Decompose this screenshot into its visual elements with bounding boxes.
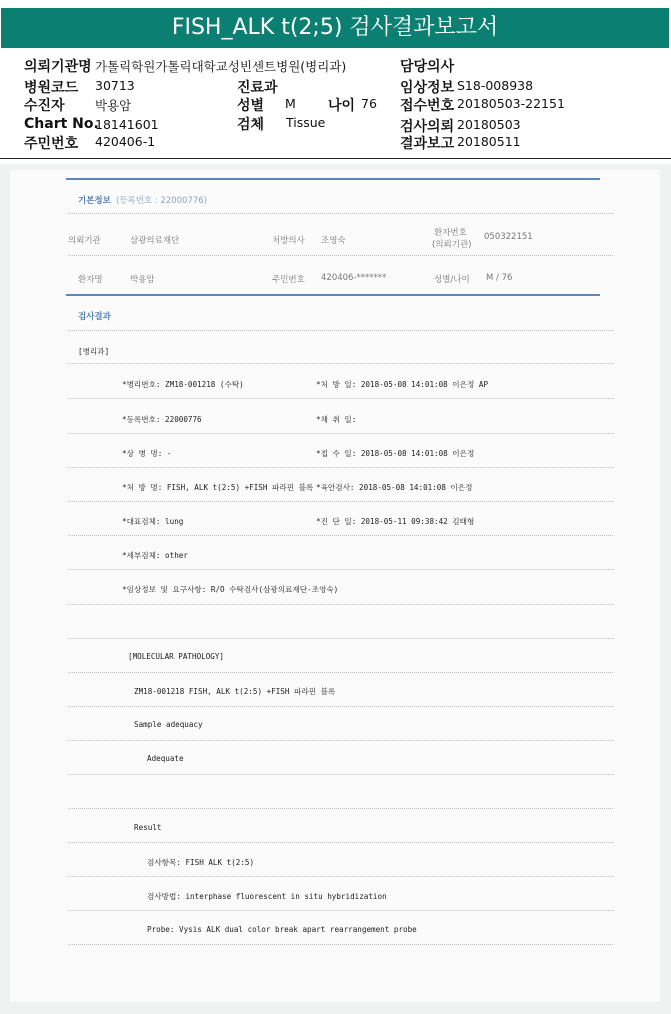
divider: [68, 842, 613, 843]
receipt-no-value: 20180503-22151: [457, 96, 565, 111]
patient-name-label: 환자명: [78, 275, 103, 285]
receipt-date: *접 수 일: 2018-05-08 14:01:08 이은정: [316, 449, 475, 458]
patient-label: 수진자: [24, 98, 65, 114]
result-label: Result: [134, 823, 162, 832]
prescription-name: *처 방 명: FISH, ALK t(2:5) +FISH 파라핀 블록: [122, 483, 314, 492]
result-report-value: 20180511: [457, 134, 521, 149]
path-number: *병리번호: ZM18-001218 (수탁): [122, 380, 244, 389]
patient-no-label: 환자번호: [434, 228, 467, 238]
scanned-report: [0, 164, 671, 1014]
representative-specimen: *대표검체: lung: [122, 517, 184, 526]
dept-tag: [병리과]: [78, 347, 110, 356]
divider: [68, 535, 613, 536]
ref-inst-label: 의뢰기관명: [24, 59, 92, 75]
divider: [68, 363, 613, 364]
divider: [68, 569, 613, 570]
divider: [68, 910, 613, 911]
patient-value: 박용암: [95, 98, 132, 113]
divider: [68, 808, 613, 809]
doctor-label: 담당의사: [400, 59, 455, 75]
ref-inst-label: 의뢰기관: [68, 236, 101, 246]
hosp-code-label: 병원코드: [24, 80, 79, 96]
divider: [68, 213, 613, 214]
receipt-no-label: 접수번호: [400, 98, 455, 114]
sex-value: M: [285, 96, 296, 111]
ref-inst-value: 삼광의료재단: [130, 236, 180, 246]
diagnosis-date: *진 단 일: 2018-05-11 09:38:42 김태형: [316, 517, 475, 526]
result-report-label: 결과보고: [400, 136, 455, 152]
divider: [68, 774, 613, 775]
collection-date: *채 취 일:: [316, 415, 357, 424]
divider: [68, 330, 613, 331]
clinic-info-label: 임상정보: [400, 80, 455, 96]
divider: [68, 604, 613, 605]
prescription-date: *처 방 일: 2018-05-08 14:01:08 이은정 AP: [316, 380, 489, 389]
divider: [68, 433, 613, 434]
result-title: 검사결과: [78, 312, 111, 322]
ref-inst-value: 가톨릭학원가톨릭대학교성빈센트병원(병리과): [95, 59, 347, 74]
rrn-value: 420406-*******: [321, 273, 387, 283]
age-value: 76: [361, 96, 377, 111]
presc-doctor-label: 처방의사: [272, 236, 305, 246]
disease-name: *상 병 명: -: [122, 449, 172, 458]
hosp-code-value: 30713: [95, 78, 135, 93]
report-title: FISH_ALK t(2;5) 검사결과보고서: [1, 8, 669, 48]
specimen-label: 검체: [237, 117, 265, 133]
molecular-test-line: ZM18-001218 FISH, ALK t(2:5) +FISH 파라핀 블록: [134, 687, 336, 696]
presc-doctor-value: 조영숙: [321, 236, 346, 246]
clinic-info-value: S18-008938: [457, 78, 534, 93]
chart-no-value: 18141601: [95, 117, 159, 132]
patient-no-value: 050322151: [484, 232, 533, 242]
divider: [68, 706, 613, 707]
reg-number-note: (등록번호 : 22000776): [116, 196, 208, 206]
divider: [68, 255, 613, 256]
gross-exam: *육안검사: 2018-05-08 14:01:08 이은정: [316, 483, 473, 492]
test-method: 검사방법: interphase fluorescent in situ hybridization: [147, 892, 387, 901]
rrn-value: 420406-1: [95, 134, 156, 149]
divider: [68, 398, 613, 399]
divider: [68, 740, 613, 741]
sub-specimen: *세부검체: other: [122, 551, 188, 560]
divider: [68, 672, 613, 673]
clinical-info: *임상정보 및 요구사항: R/O 수탁검사(삼광의료재단-조영숙): [122, 585, 339, 594]
test-request-value: 20180503: [457, 117, 521, 132]
basic-info-title: 기본정보: [78, 196, 111, 206]
sample-adequacy-label: Sample adequacy: [134, 720, 203, 729]
header-divider: [0, 158, 671, 159]
sex-age-value: M / 76: [486, 273, 513, 283]
sex-label: 성별: [237, 98, 265, 114]
scanned-page: [10, 170, 660, 1002]
chart-no-label: Chart No.: [24, 116, 99, 132]
patient-no-sublabel: (의뢰기관): [432, 240, 472, 250]
rrn-label: 주민번호: [24, 136, 79, 152]
test-request-label: 검사의뢰: [400, 119, 455, 135]
age-label: 나이: [328, 98, 356, 114]
molecular-pathology-tag: [MOLECULAR PATHOLOGY]: [128, 652, 225, 661]
divider: [68, 944, 613, 945]
divider: [68, 876, 613, 877]
divider: [68, 638, 613, 639]
adequacy-value: Adequate: [147, 754, 184, 763]
test-item: 검사항목: FISH ALK t(2:5): [147, 858, 255, 867]
sex-age-label: 성별/나이: [434, 275, 470, 285]
probe: Probe: Vysis ALK dual color break apart rearrangement probe: [147, 925, 417, 934]
divider: [68, 467, 613, 468]
divider: [68, 501, 613, 502]
rrn-label: 주민번호: [272, 275, 305, 285]
top-blue-line: [66, 178, 600, 180]
registration-number: *등록번호: 22000776: [122, 415, 202, 424]
dept-label: 진료과: [237, 80, 278, 96]
patient-name-value: 박용암: [130, 275, 155, 285]
mid-blue-line: [66, 294, 600, 296]
specimen-value: Tissue: [286, 115, 326, 130]
